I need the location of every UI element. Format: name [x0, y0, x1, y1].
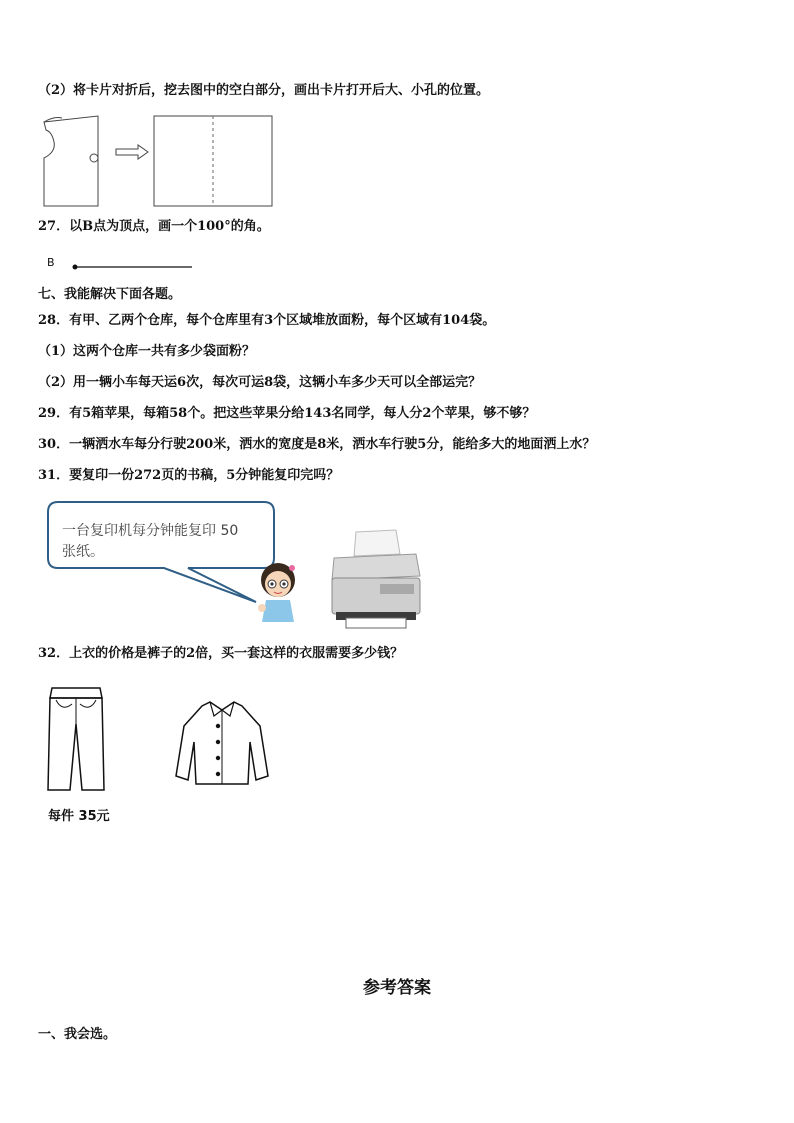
answer-key-heading: 参考答案 [363, 978, 431, 998]
pants-waistband [50, 688, 102, 698]
bubble-text-line-1: 一台复印机每分钟能复印 50 [62, 523, 239, 539]
copier-output-tray [346, 618, 406, 628]
question-27: 27．以B点为顶点，画一个100°的角。 [38, 219, 270, 234]
folded-card-shape [44, 116, 98, 206]
ray-from-point-b [70, 261, 195, 273]
question-32: 32．上衣的价格是裤子的2倍，买一套这样的衣服需要多少钱？ [38, 646, 404, 661]
girl-hair-clip [289, 565, 295, 571]
shirt-button [216, 724, 220, 728]
question-26-part-2: （2）将卡片对折后，挖去图中的空白部分，画出卡片打开后大、小孔的位置。 [38, 83, 490, 98]
bubble-text-line-2: 张纸。 [62, 544, 104, 560]
question-31: 31．要复印一份272页的书稿，5分钟能复印完吗？ [38, 468, 340, 483]
pants-price-label: 每件 35元 [48, 809, 110, 824]
right-arrow-icon [116, 145, 148, 159]
copier-paper [354, 530, 400, 556]
section-1-heading: 一、我会选。 [38, 1027, 117, 1042]
girl-illustration [254, 560, 302, 622]
copier-body [332, 578, 420, 614]
copier-control-panel [380, 584, 414, 594]
photocopier-illustration [326, 526, 424, 632]
shirt-illustration [174, 696, 270, 788]
question-28-part-2: （2）用一辆小车每天运6次，每次可运8袋，这辆小车多少天可以全部运完？ [38, 375, 482, 390]
girl-shirt [262, 600, 294, 622]
folded-card-diagram [40, 112, 280, 210]
section-7-heading: 七、我能解决下面各题。 [38, 287, 182, 302]
question-29: 29．有5箱苹果，每箱58个。把这些苹果分给143名同学，每人分2个苹果，够不够？ [38, 406, 536, 421]
copier-lid [332, 554, 420, 580]
question-28: 28．有甲、乙两个仓库，每个仓库里有3个区域堆放面粉，每个区域有104袋。 [38, 313, 496, 328]
question-30: 30．一辆洒水车每分行驶200米，洒水的宽度是8米，洒水车行驶5分，能给多大的地面洒上水？ [38, 437, 596, 452]
question-28-part-1: （1）这两个仓库一共有多少袋面粉？ [38, 344, 256, 359]
small-hole-shape [90, 154, 98, 162]
pants-illustration [46, 684, 106, 796]
point-b-label: B [47, 256, 55, 269]
girl-hand [258, 604, 266, 612]
